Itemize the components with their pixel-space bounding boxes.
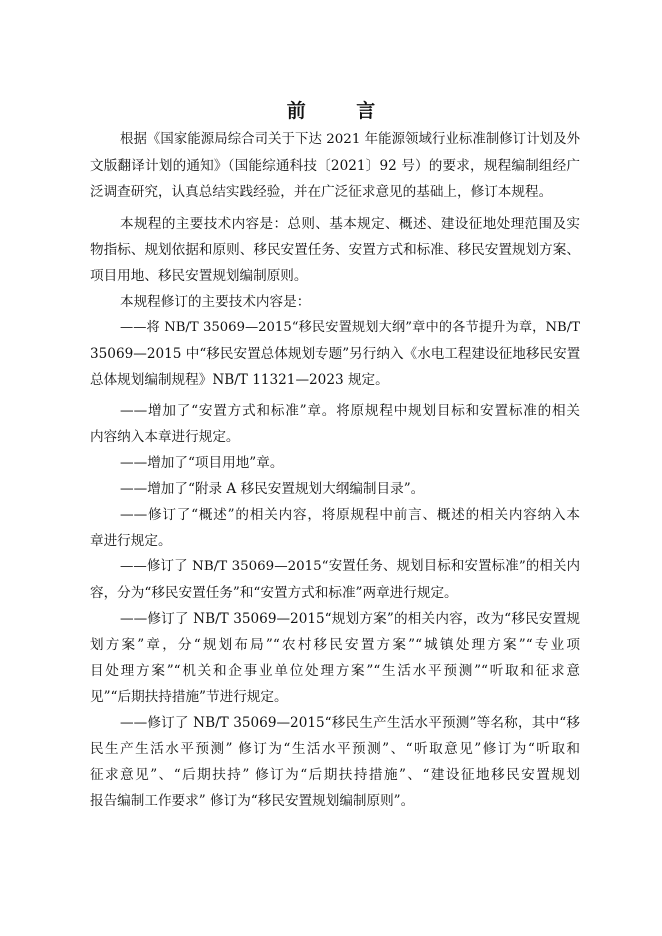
text-line: 内容纳入本章进行规定。 (90, 429, 240, 445)
text-line: 泛调查研究，认真总结实践经验，并在广泛征求意见的基础上，修订本规程。 (90, 184, 553, 200)
text-line: 根据《国家能源局综合司关于下达 2021 年能源领域行业标准制修订计划及外 (120, 132, 580, 147)
text-line: 章进行规定。 (90, 533, 172, 549)
text-line: ——增加了“附录 A 移民安置规划大纲编制目录”。 (120, 481, 425, 497)
text-line: 文版翻译计划的通知》（国能综通科技〔2021〕92 号）的要求，规程编制组经广 (90, 158, 580, 174)
text-line: ——增加了“安置方式和标准”章。将原规程中规划目标和安置标准的相关 (120, 403, 580, 419)
text-line: 本规程的主要技术内容是：总则、基本规定、概述、建设征地处理范围及实 (120, 216, 580, 232)
text-line: 总体规划编制规程》NB/T 11321—2023 规定。 (90, 372, 389, 388)
text-line: 民生产生活水平预测” 修订为“生活水平预测”、“听取意见”修订为“听取和 (90, 741, 580, 757)
text-line: 项目用地、移民安置规划编制原则。 (90, 268, 308, 284)
text-line: 物指标、规划依据和原则、移民安置任务、安置方式和标准、移民安置规划方案、 (90, 242, 580, 258)
text-line: ——将 NB/T 35069—2015“移民安置规划大纲”章中的各节提升为章，NB/T (120, 320, 580, 335)
text-line: 征求意见”、“后期扶持” 修订为“后期扶持措施”、“建设征地移民安置规划 (90, 767, 580, 783)
text-line: 本规程修订的主要技术内容是： (120, 294, 311, 310)
text-line: ——修订了“概述”的相关内容，将原规程中前言、概述的相关内容纳入本 (120, 507, 580, 523)
text-line: 见”“后期扶持措施”节进行规定。 (90, 689, 288, 705)
text-line: ——修订了 NB/T 35069—2015“安置任务、规划目标和安置标准”的相关内 (120, 559, 580, 574)
text-line: 35069—2015 中“移民安置总体规划专题”另行纳入《水电工程建设征地移民安置 (90, 346, 581, 362)
page-title: 前 言 (286, 100, 398, 122)
text-line: ——修订了 NB/T 35069—2015“移民生产生活水平预测”等名称，其中“移 (120, 715, 580, 731)
text-line: ——增加了“项目用地”章。 (120, 455, 284, 471)
text-line: 容，分为“移民安置任务”和“安置方式和标准”两章进行规定。 (90, 585, 458, 601)
text-line: 报告编制工作要求” 修订为“移民安置规划编制原则”。 (90, 793, 415, 809)
text-line: 划方案”章，分“规划布局”“农村移民安置方案”“城镇处理方案”“专业项 (90, 637, 580, 653)
text-line: ——修订了 NB/T 35069—2015“规划方案”的相关内容，改为“移民安置规 (120, 611, 580, 627)
text-line: 目处理方案”“机关和企事业单位处理方案”“生活水平预测”“听取和征求意 (90, 663, 580, 679)
